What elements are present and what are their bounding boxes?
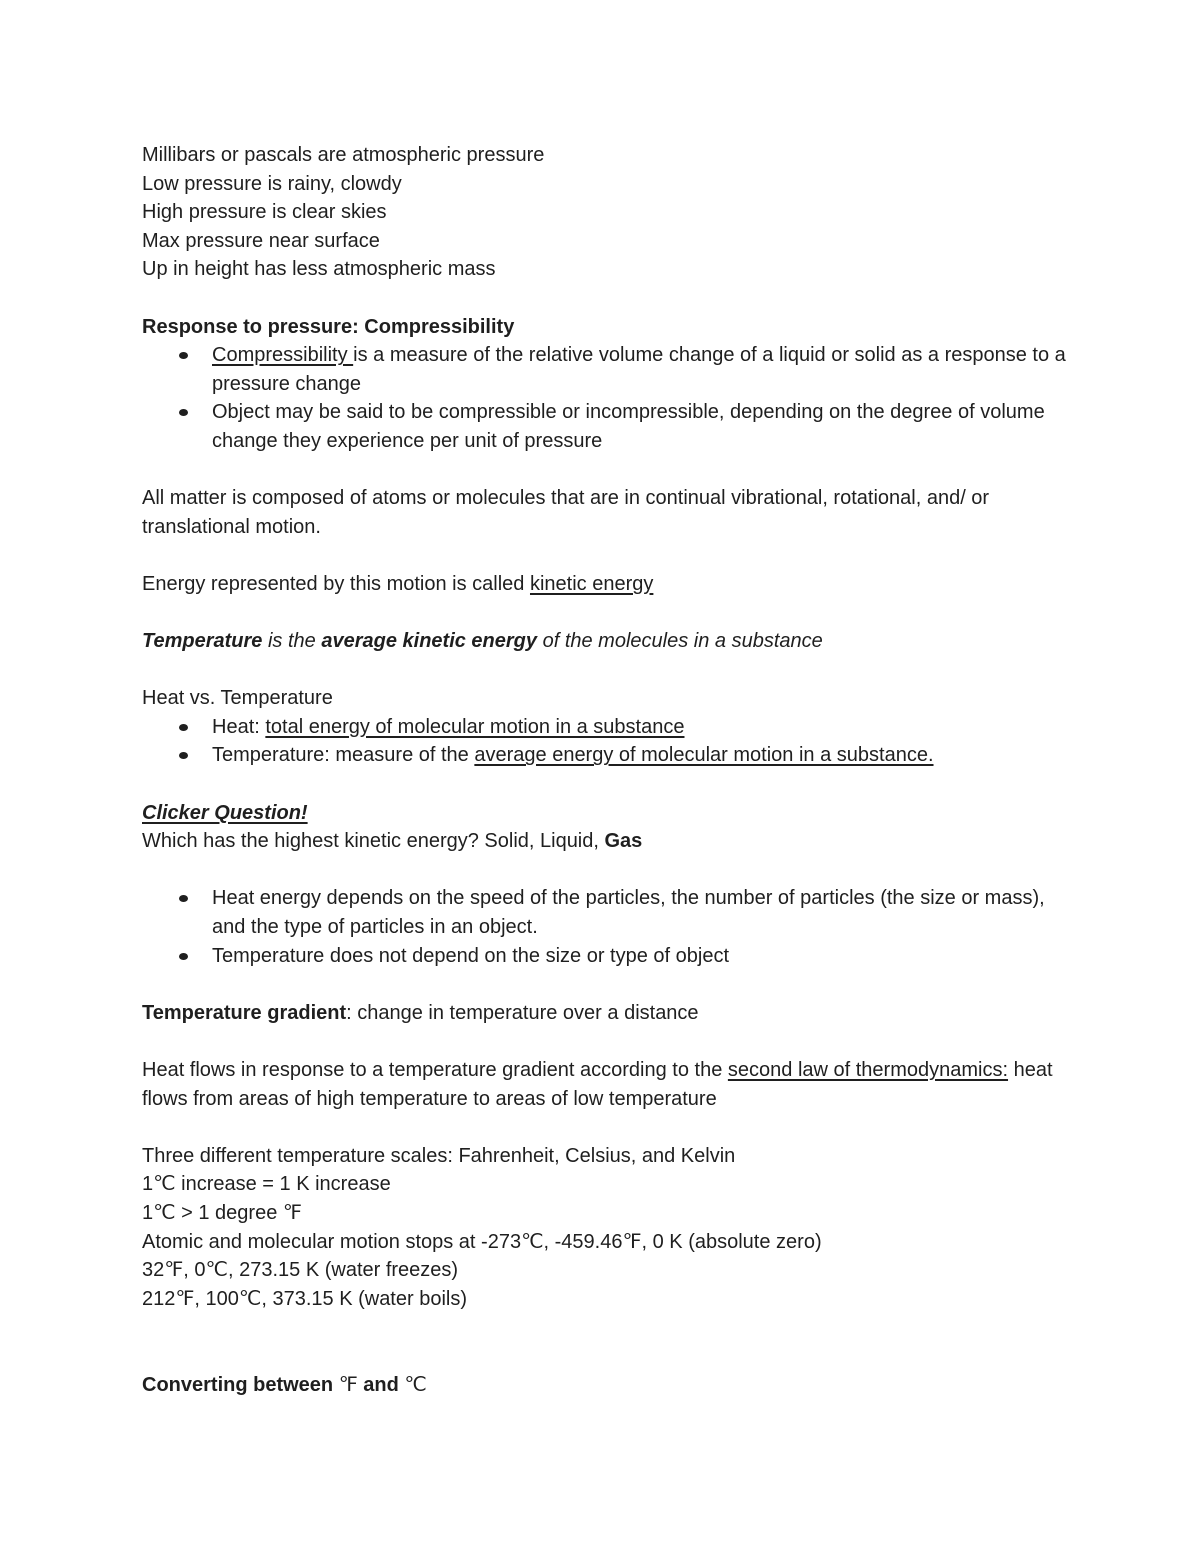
converting-heading: Converting between ℉ and ℃ xyxy=(142,1373,427,1396)
text-line: Atomic and molecular motion stops at -273℃, -459.46℉, 0 K (absolute zero) xyxy=(142,1230,822,1253)
text-line: Max pressure near surface xyxy=(142,229,380,252)
kinetic-energy-line: Energy represented by this motion is called kinetic energy xyxy=(142,572,654,595)
matter-paragraph: All matter is composed of atoms or molecules that are in continual vibrational, rotational, and/ or translational motion. xyxy=(142,487,990,538)
gradient-definition: Temperature gradient: change in temperature over a distance xyxy=(142,1001,699,1024)
heat-flow-paragraph: Heat flows in response to a temperature gradient according to the second law of thermodynamics: heat flows from areas of high temperature to areas of low temperature xyxy=(142,1059,1053,1110)
list-item: Object may be said to be compressible or incompressible, depending on the degree of volume change they experience per unit of pressure xyxy=(212,398,1070,455)
compressibility-list xyxy=(142,341,1070,455)
list-item: Temperature: measure of the average energy of molecular motion in a substance. xyxy=(212,741,1070,770)
heat-vs-temp-heading: Heat vs. Temperature xyxy=(142,687,333,710)
clicker-answer: Gas xyxy=(604,830,643,853)
text-line: 1℃ > 1 degree ℉ xyxy=(142,1201,302,1224)
list-item: Heat energy depends on the speed of the particles, the number of particles (the size or mass), and the type of particles in an object. xyxy=(212,884,1070,941)
list-item: Temperature does not depend on the size or type of object xyxy=(212,942,1070,971)
underlined-term: Compressibility xyxy=(212,344,354,367)
text-line: 212℉, 100℃, 373.15 K (water boils) xyxy=(142,1287,467,1310)
temperature-scales xyxy=(142,1142,1070,1314)
underlined-term: total energy of molecular motion in a substance xyxy=(265,715,685,738)
text-line: 1℃ increase = 1 K increase xyxy=(142,1173,391,1196)
text-line: High pressure is clear skies xyxy=(142,201,387,224)
underlined-term: average energy of molecular motion in a substance. xyxy=(474,744,934,767)
pressure-notes xyxy=(142,141,1070,284)
heat-bullets-list xyxy=(142,884,1070,970)
list-item: Heat: total energy of molecular motion in a substance xyxy=(212,713,1070,742)
text-line: 32℉, 0℃, 273.15 K (water freezes) xyxy=(142,1259,459,1282)
temperature-definition: Temperature is the average kinetic energy of the molecules in a substance xyxy=(142,630,823,653)
clicker-question: Which has the highest kinetic energy? Solid, Liquid, Gas xyxy=(142,830,643,853)
clicker-heading: Clicker Question! xyxy=(142,801,308,824)
compressibility-heading: Response to pressure: Compressibility xyxy=(142,315,515,338)
underlined-term: kinetic energy xyxy=(529,572,654,595)
underlined-term: second law of thermodynamics: xyxy=(727,1059,1009,1081)
text-line: Millibars or pascals are atmospheric pressure xyxy=(142,144,545,166)
list-item: Compressibility is a measure of the relative volume change of a liquid or solid as a response to a pressure change xyxy=(212,341,1070,398)
text-line: Low pressure is rainy, clowdy xyxy=(142,172,402,195)
text-line: Up in height has less atmospheric mass xyxy=(142,258,496,281)
heat-vs-temp-list xyxy=(142,713,1070,770)
text-line: Three different temperature scales: Fahrenheit, Celsius, and Kelvin xyxy=(142,1144,736,1167)
